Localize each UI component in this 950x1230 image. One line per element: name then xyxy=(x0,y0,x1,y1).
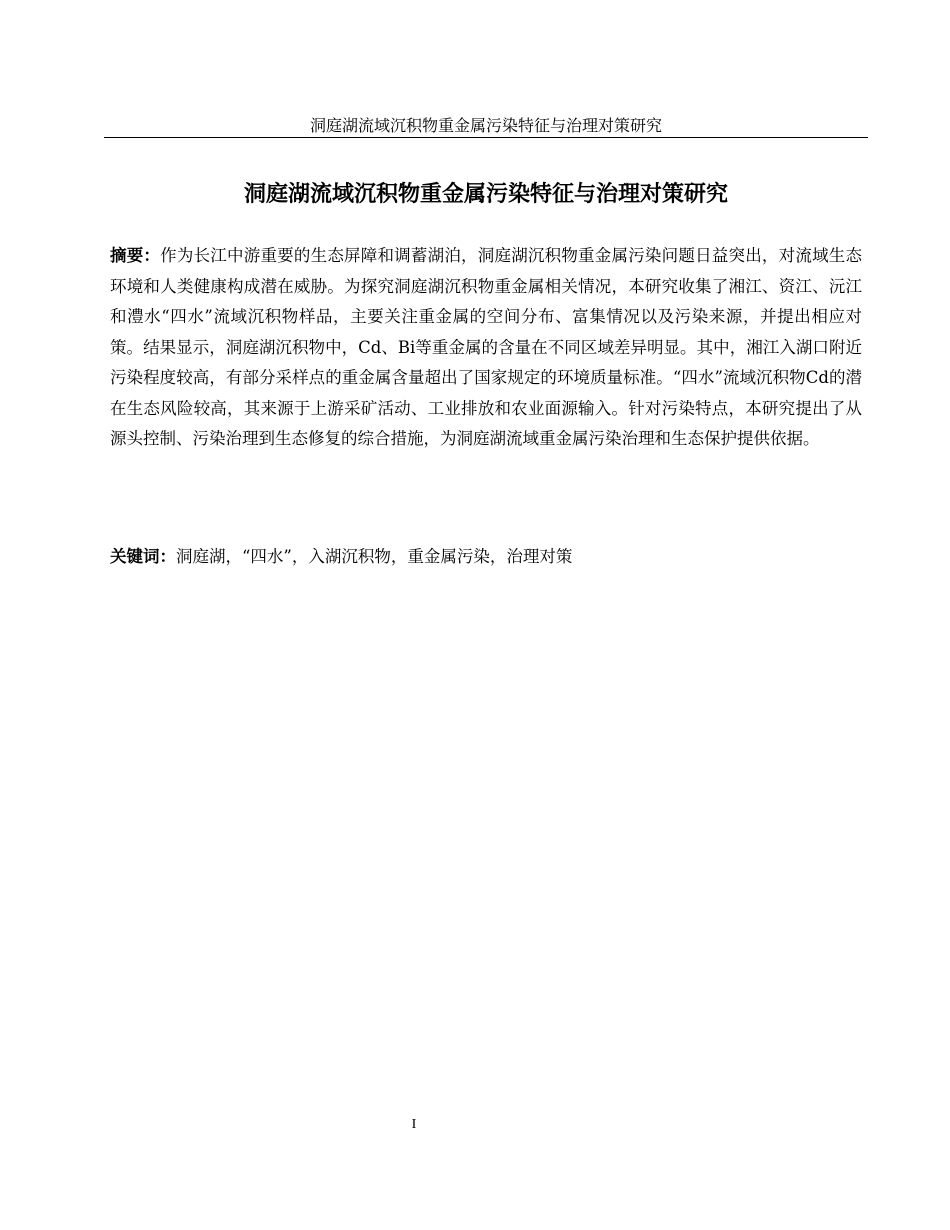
abstract-paragraph xyxy=(110,241,862,455)
keywords-text: 洞庭湖，“四水”，入湖沉积物，重金属污染，治理对策 xyxy=(176,547,573,566)
page-title: 洞庭湖流域沉积物重金属污染特征与治理对策研究 xyxy=(243,182,728,207)
keywords-label: 关键词： xyxy=(110,547,176,566)
page-number: I xyxy=(411,1117,417,1132)
abstract-label: 摘要： xyxy=(110,246,161,265)
abstract-text: 作为长江中游重要的生态屏障和调蓄湖泊，洞庭湖沉积物重金属污染问题日益突出，对流域生态环境和人类健康构成潜在威胁。为探究洞庭湖沉积物重金属相关情况，本研究收集了湘江、资江、沅江和澧水“四水”流域沉积物样品，主要关注重金属的空间分布、富集情况以及污染来源，并提出相应对策。结果显示，洞庭湖沉积物中，Cd、Bi等重金属的含量在不同区域差异明显。其中，湘江入湖口附近污染程度较高，有部分采样点的重金属含量超出了国家规定的环境质量标准。“四水”流域沉积物Cd的潜在生态风险较高，其来源于上游采矿活动、工业排放和农业面源输入。针对污染特点，本研究提出了从源头控制、污染治理到生态修复的综合措施，为洞庭湖流域重金属污染治理和生态保护提供依据。 xyxy=(110,246,863,448)
running-header: 洞庭湖流域沉积物重金属污染特征与治理对策研究 xyxy=(309,116,662,135)
header-rule xyxy=(104,137,868,138)
keywords-line xyxy=(110,542,862,573)
